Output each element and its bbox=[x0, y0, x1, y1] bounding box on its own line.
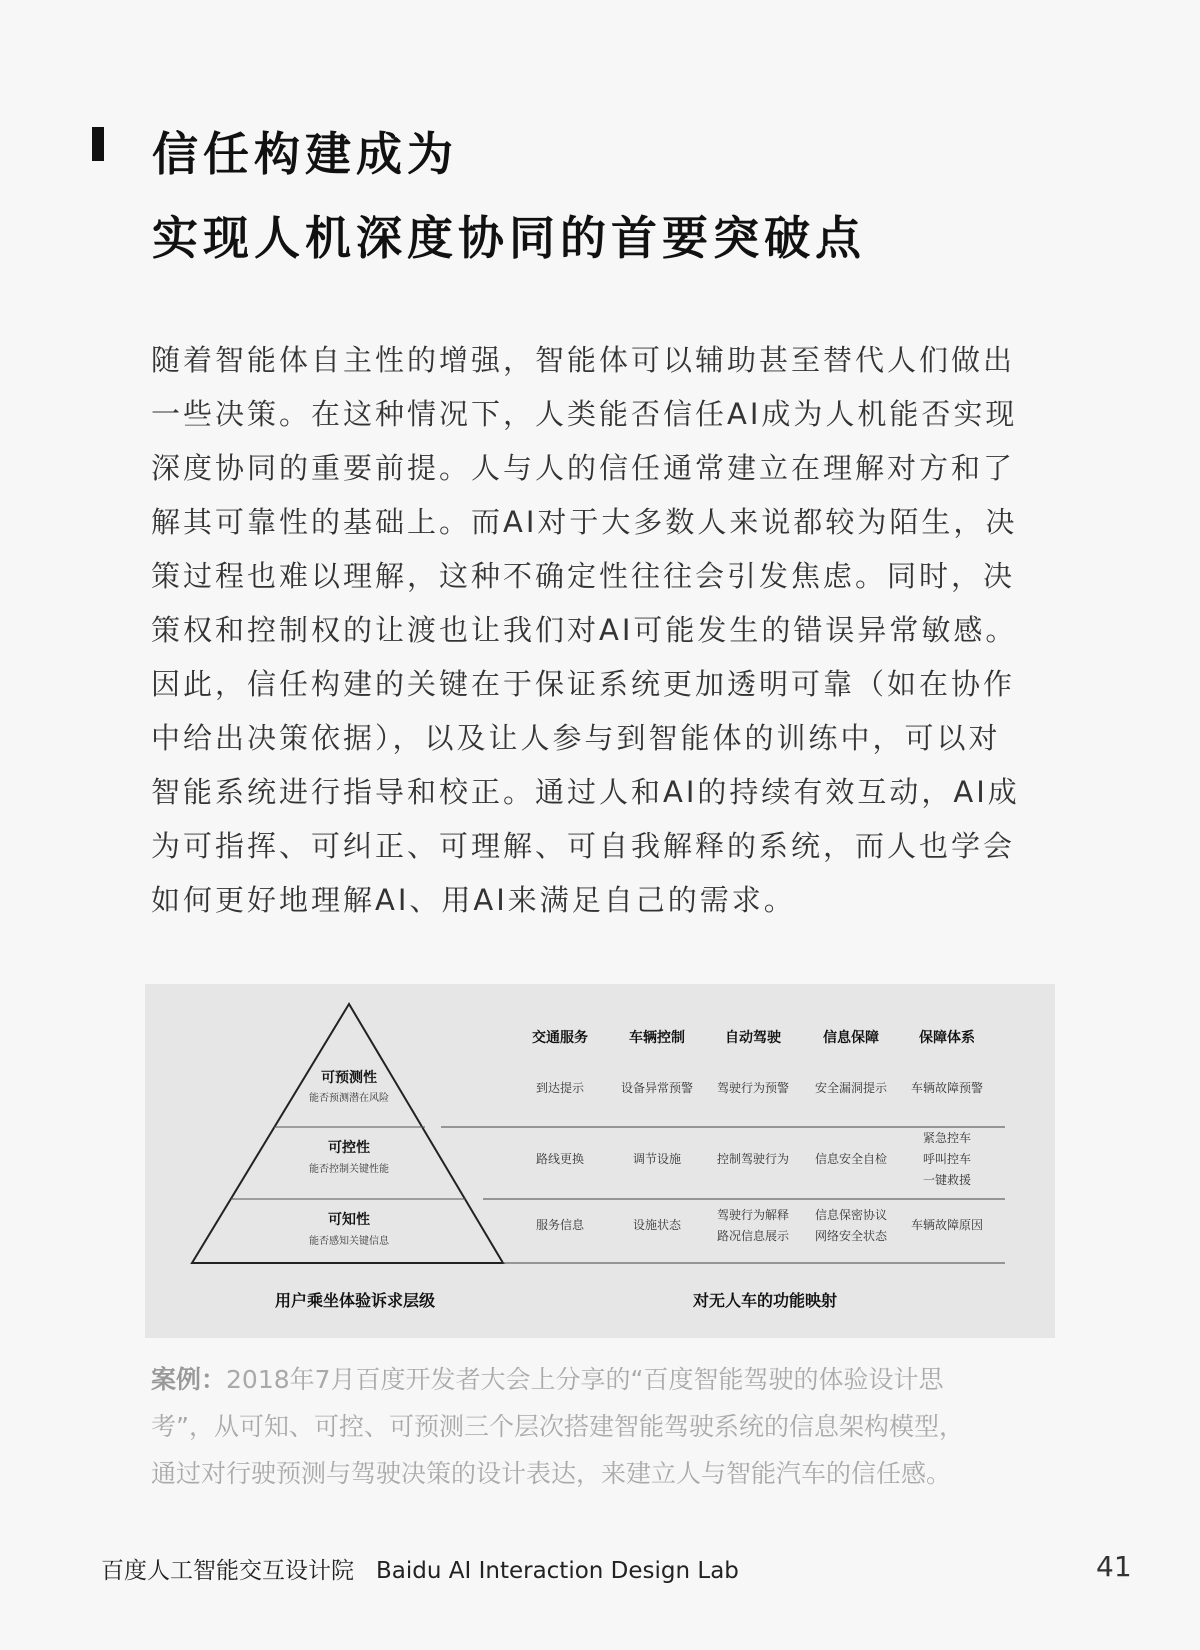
body-line: 一些决策。在这种情况下，人类能否信任AI成为人机能否实现 bbox=[151, 397, 1018, 431]
table-cell: 设施状态 bbox=[632, 1218, 681, 1232]
table-cell: 信息保密协议 网络安全状态 bbox=[814, 1208, 887, 1243]
pyramid-level-subtitle: 能否预测潜在风险 bbox=[309, 1093, 389, 1104]
trust-model-figure bbox=[145, 984, 1055, 1338]
figure-caption-left: 用户乘坐体验诉求层级 bbox=[274, 1291, 435, 1310]
figure-caption-right: 对无人车的功能映射 bbox=[692, 1291, 837, 1310]
table-cell: 控制驾驶行为 bbox=[716, 1152, 789, 1166]
page-number: 41 bbox=[1096, 1550, 1132, 1583]
body-line: 策过程也难以理解，这种不确定性往往会引发焦虑。同时，决 bbox=[151, 559, 1016, 593]
column-header: 保障体系 bbox=[919, 1030, 975, 1046]
body-line: 因此，信任构建的关键在于保证系统更加透明可靠（如在协作 bbox=[151, 667, 1016, 701]
table-cell: 调节设施 bbox=[632, 1152, 681, 1166]
note-label: 案例： bbox=[151, 1365, 227, 1394]
note-text: 2018年7月百度开发者大会上分享的“百度智能驾驶的体验设计思 bbox=[226, 1365, 944, 1394]
table-cell: 驾驶行为解释 路况信息展示 bbox=[716, 1208, 789, 1243]
pyramid-level-title: 可控性 bbox=[328, 1140, 370, 1156]
body-paragraph bbox=[151, 333, 1056, 927]
table-cell: 驾驶行为预警 bbox=[716, 1081, 789, 1095]
footer-en-name: Baidu AI Interaction Design Lab bbox=[376, 1558, 739, 1584]
table-cell: 车辆故障预警 bbox=[910, 1081, 983, 1095]
column-header: 车辆控制 bbox=[629, 1030, 685, 1046]
body-line: 策权和控制权的让渡也让我们对AI可能发生的错误异常敏感。 bbox=[151, 613, 1018, 647]
title-line-1: 信任构建成为 bbox=[152, 127, 458, 181]
table-cell: 信息安全自检 bbox=[814, 1152, 887, 1166]
body-line: 随着智能体自主性的增强，智能体可以辅助甚至替代人们做出 bbox=[151, 343, 1016, 377]
table-cell: 设备异常预警 bbox=[620, 1081, 693, 1095]
body-line: 解其可靠性的基础上。而AI对于大多数人来说都较为陌生，决 bbox=[151, 505, 1018, 539]
note-line: 通过对行驶预测与驾驶决策的设计表达，来建立人与智能汽车的信任感。 bbox=[151, 1459, 952, 1488]
column-header: 信息保障 bbox=[823, 1030, 879, 1046]
footer-credit bbox=[101, 1552, 739, 1585]
note-line bbox=[151, 1356, 1061, 1403]
title-line-2: 实现人机深度协同的首要突破点 bbox=[152, 211, 866, 265]
footer-cn-name: 百度人工智能交互设计院 bbox=[101, 1558, 354, 1584]
body-line: 智能系统进行指导和校正。通过人和AI的持续有效互动，AI成 bbox=[151, 775, 1020, 809]
body-line: 为可指挥、可纠正、可理解、可自我解释的系统，而人也学会 bbox=[151, 829, 1016, 863]
case-note bbox=[151, 1356, 1061, 1497]
page-title bbox=[152, 112, 866, 280]
pyramid-level-title: 可知性 bbox=[328, 1212, 370, 1228]
table-cell: 路线更换 bbox=[535, 1152, 584, 1166]
table-cell: 车辆故障原因 bbox=[910, 1218, 983, 1232]
pyramid-level-subtitle: 能否感知关键信息 bbox=[309, 1236, 389, 1247]
body-line: 中给出决策依据），以及让人参与到智能体的训练中，可以对 bbox=[151, 721, 1001, 755]
body-line: 如何更好地理解AI、用AI来满足自己的需求。 bbox=[151, 883, 796, 917]
pyramid-level-title: 可预测性 bbox=[321, 1070, 377, 1086]
column-header: 自动驾驶 bbox=[725, 1030, 781, 1046]
column-header: 交通服务 bbox=[532, 1030, 588, 1046]
pyramid-level-subtitle: 能否控制关键性能 bbox=[309, 1164, 389, 1175]
note-line: 考”，从可知、可控、可预测三个层次搭建智能驾驶系统的信息架构模型， bbox=[151, 1412, 964, 1441]
table-cell: 服务信息 bbox=[535, 1218, 584, 1232]
body-line: 深度协同的重要前提。人与人的信任通常建立在理解对方和了 bbox=[151, 451, 1016, 485]
table-cell: 紧急控车 呼叫控车 一键救援 bbox=[922, 1131, 971, 1187]
table-cell: 到达提示 bbox=[535, 1081, 584, 1095]
table-cell: 安全漏洞提示 bbox=[814, 1081, 887, 1095]
title-accent-bar bbox=[92, 127, 104, 161]
